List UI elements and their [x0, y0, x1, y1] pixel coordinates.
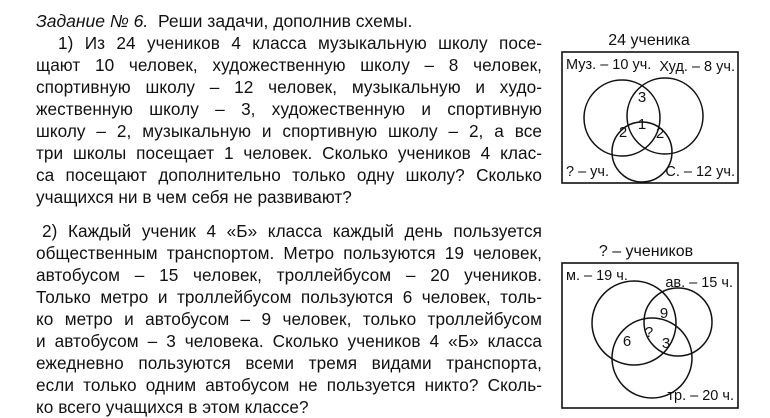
problem-1-line: учащихся ни в чем себя не развивают? — [36, 187, 352, 207]
problem-2-line: и автобусом – 3 человека. Сколько учеников 4 «Б» класса — [36, 331, 542, 351]
diagram-2-title: ? – учеников — [598, 243, 694, 260]
region-music-sport: 2 — [618, 124, 628, 141]
problem-1-line: са посещают дополнительно только одну школу? Сколько — [36, 165, 542, 185]
problem-1-line: 1) Из 24 учеников 4 класса музыкальную школу посе- — [58, 33, 542, 53]
problem-1-line: спортивную школу – 12 человек, музыкальную и худо- — [36, 77, 542, 97]
label-art: Худ. – 8 уч. — [659, 59, 735, 75]
problem-2-line: автобусом – 15 человек, троллейбусом – 20 учеников. — [36, 265, 542, 285]
problem-2-line: ко метро и автобусом – 9 человек, только троллейбусом — [36, 309, 542, 329]
label-none: ? – уч. — [566, 164, 610, 180]
problem-2-line: ежедневно пользуются всеми тремя видами транспорта, — [36, 353, 542, 373]
region-all: 1 — [637, 116, 647, 133]
venn-diagram-1 — [560, 30, 740, 185]
region-metro-trolley: 6 — [622, 333, 632, 350]
label-trolley: тр. – 20 ч. — [667, 388, 734, 404]
region-metro-bus: 9 — [659, 305, 669, 322]
task-number: Задание № 6. — [36, 11, 149, 31]
region-art-sport: 2 — [655, 125, 665, 142]
label-music: Муз. – 10 уч. — [566, 57, 652, 73]
diagram-1-title: 24 ученика — [608, 32, 690, 49]
label-bus: ав. – 15 ч. — [665, 275, 733, 291]
problem-2-line: ко всего учащихся в этом классе? — [36, 397, 309, 417]
problem-1-text — [36, 32, 542, 208]
problem-1-line: щают 10 человек, художественную школу – 8 человек, — [36, 55, 542, 75]
problem-2-line: общественным транспортом. Метро пользуются 19 человек, — [36, 243, 542, 263]
task-instruction: Реши задачи, дополнив схемы. — [157, 11, 413, 31]
region-music-art: 3 — [637, 89, 647, 106]
region-all: ? — [644, 324, 654, 341]
circle-bus — [644, 288, 712, 356]
venn-diagram-2 — [560, 240, 740, 410]
problem-1-line: жественную школу – 3, художественную и спортивную — [36, 99, 542, 119]
problem-2-line: 2) Каждый ученик 4 «Б» класса каждый день пользуется — [42, 221, 542, 241]
circle-music — [584, 80, 660, 156]
region-bus-trolley: 3 — [661, 335, 671, 352]
label-metro: м. – 19 ч. — [566, 268, 628, 284]
problem-2-text — [36, 220, 542, 418]
label-sport: С. – 12 уч. — [665, 164, 735, 180]
problem-2-line: Только метро и троллейбусом пользуются 6 человек, толь- — [36, 287, 542, 307]
task-heading — [36, 10, 412, 32]
problem-1-line: школу – 2, музыкальную и спортивную школу – 2, а все — [36, 121, 542, 141]
problem-1-line: три школы посещает 1 человек. Сколько учеников 4 клас- — [36, 143, 542, 163]
problem-2-line: если только одним автобусом не пользуется никто? Сколь- — [36, 375, 542, 395]
